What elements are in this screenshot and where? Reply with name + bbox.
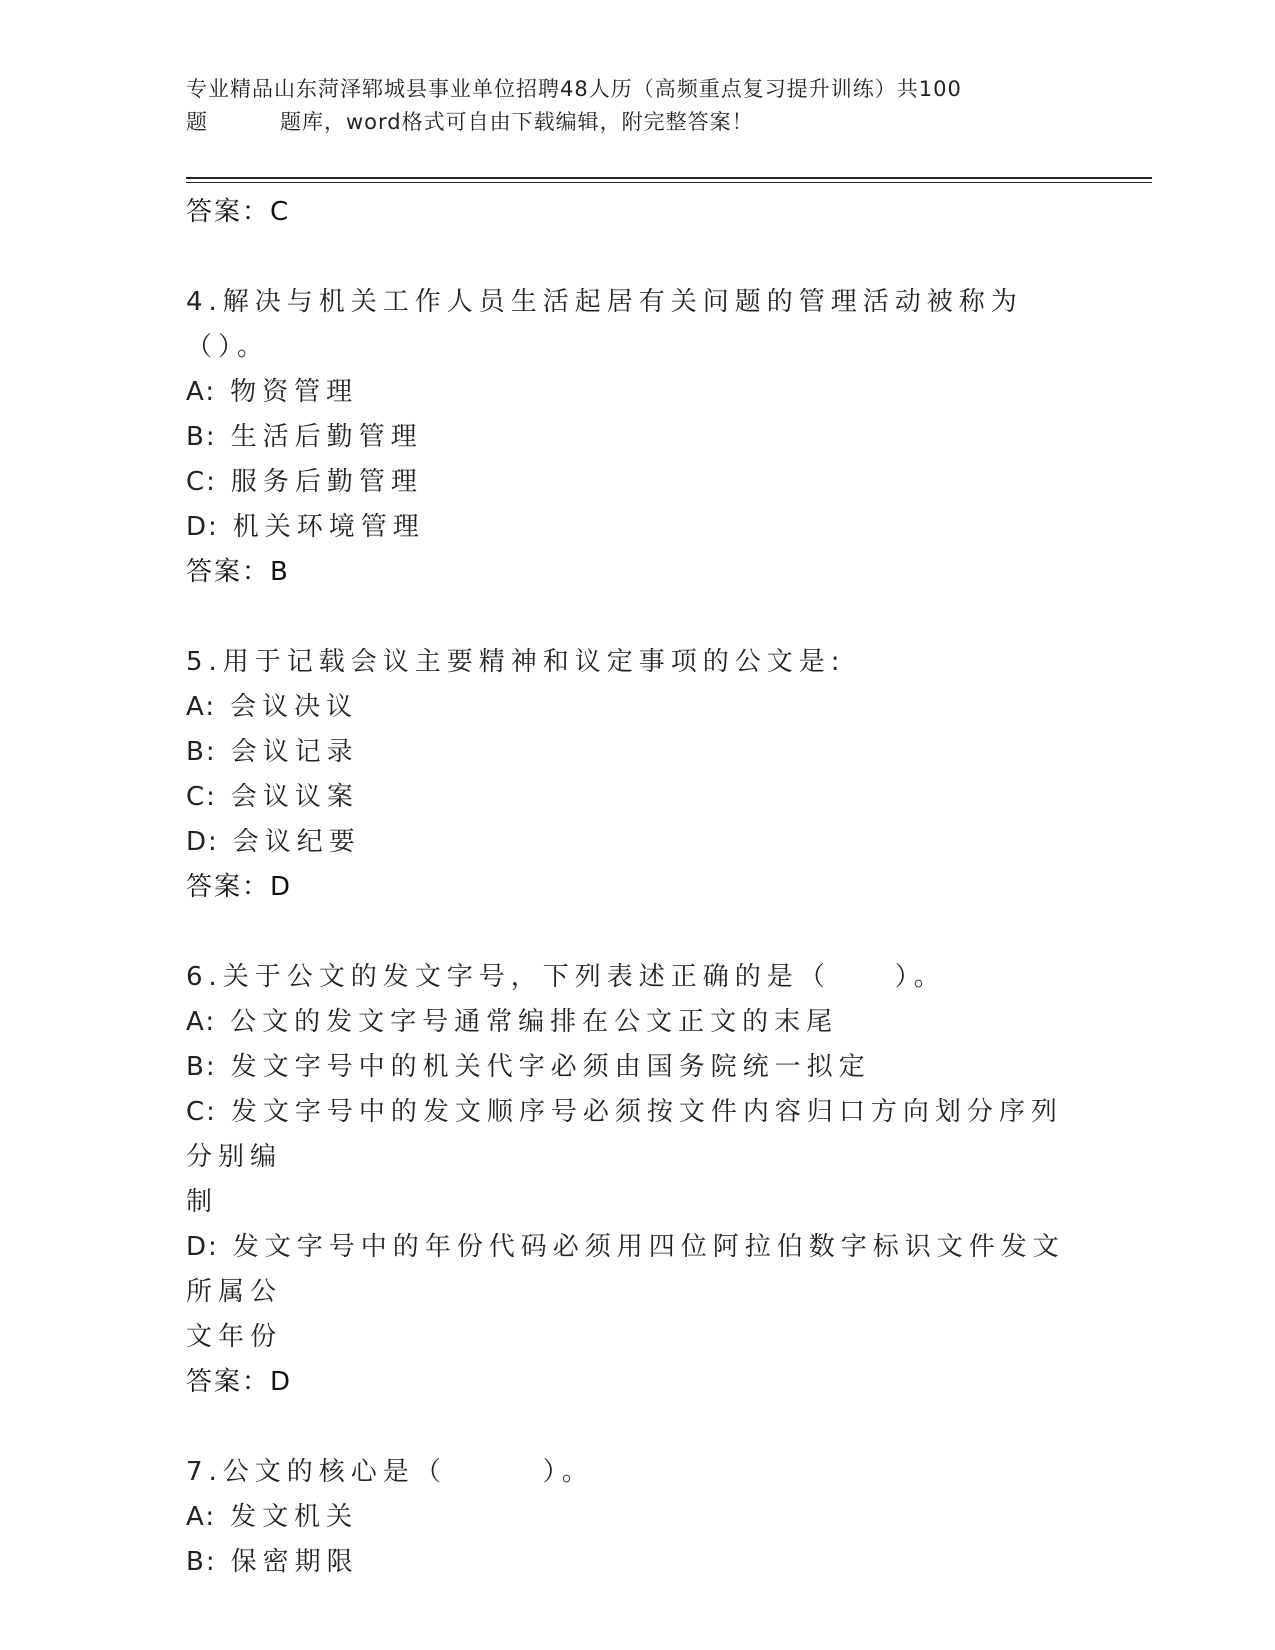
option-d: D: 发文字号中的年份代码必须用四位阿拉伯数字标识文件发文所属公 — [186, 1232, 1065, 1307]
option-c: C: 发文字号中的发文顺序号必须按文件内容归口方向划分序列分别编 — [186, 1097, 1063, 1172]
header-line-2-left: 题 — [186, 110, 208, 134]
header-line-2-right: 题库，word格式可自由下载编辑，附完整答案！ — [280, 110, 754, 134]
question-list — [186, 190, 1066, 1585]
previous-answer: 答案：C — [186, 197, 291, 227]
option-d: D: 机关环境管理 — [186, 512, 425, 542]
question-block — [186, 280, 1066, 594]
option-a: A: 发文机关 — [186, 1502, 359, 1532]
option-b: B: 生活后勤管理 — [186, 422, 423, 452]
option-a: A: 会议决议 — [186, 692, 359, 722]
question-stem: 5.用于记载会议主要精神和议定事项的公文是: — [186, 647, 846, 677]
question-stem: 4.解决与机关工作人员生活起居有关问题的管理活动被称为（）。 — [186, 287, 1023, 362]
question-block — [186, 1450, 1066, 1585]
option-d-continued: 文年份 — [186, 1322, 283, 1352]
question-answer: 答案：B — [186, 557, 290, 587]
option-b: B: 发文字号中的机关代字必须由国务院统一拟定 — [186, 1052, 871, 1082]
question-answer: 答案：D — [186, 1367, 293, 1397]
question-stem: 7.公文的核心是（ ）。 — [186, 1457, 594, 1487]
header-line-1: 专业精品山东菏泽郓城县事业单位招聘48人历（高频重点复习提升训练）共100 — [186, 77, 962, 101]
option-c: C: 服务后勤管理 — [186, 467, 423, 497]
header-divider-thick — [186, 177, 1152, 179]
question-stem: 6.关于公文的发文字号，下列表述正确的是（ ）。 — [186, 962, 946, 992]
page-header — [186, 73, 1086, 139]
option-d: D: 会议纪要 — [186, 827, 361, 857]
header-divider-thin — [186, 182, 1152, 183]
option-a: A: 物资管理 — [186, 377, 359, 407]
header-line-2 — [186, 106, 1086, 139]
option-b: B: 会议记录 — [186, 737, 359, 767]
question-block — [186, 640, 1066, 909]
question-answer: 答案：D — [186, 872, 293, 902]
question-block — [186, 955, 1066, 1404]
option-c: C: 会议议案 — [186, 782, 359, 812]
option-b: B: 保密期限 — [186, 1547, 359, 1577]
option-a: A: 公文的发文字号通常编排在公文正文的末尾 — [186, 1007, 839, 1037]
option-c-continued: 制 — [186, 1187, 219, 1217]
